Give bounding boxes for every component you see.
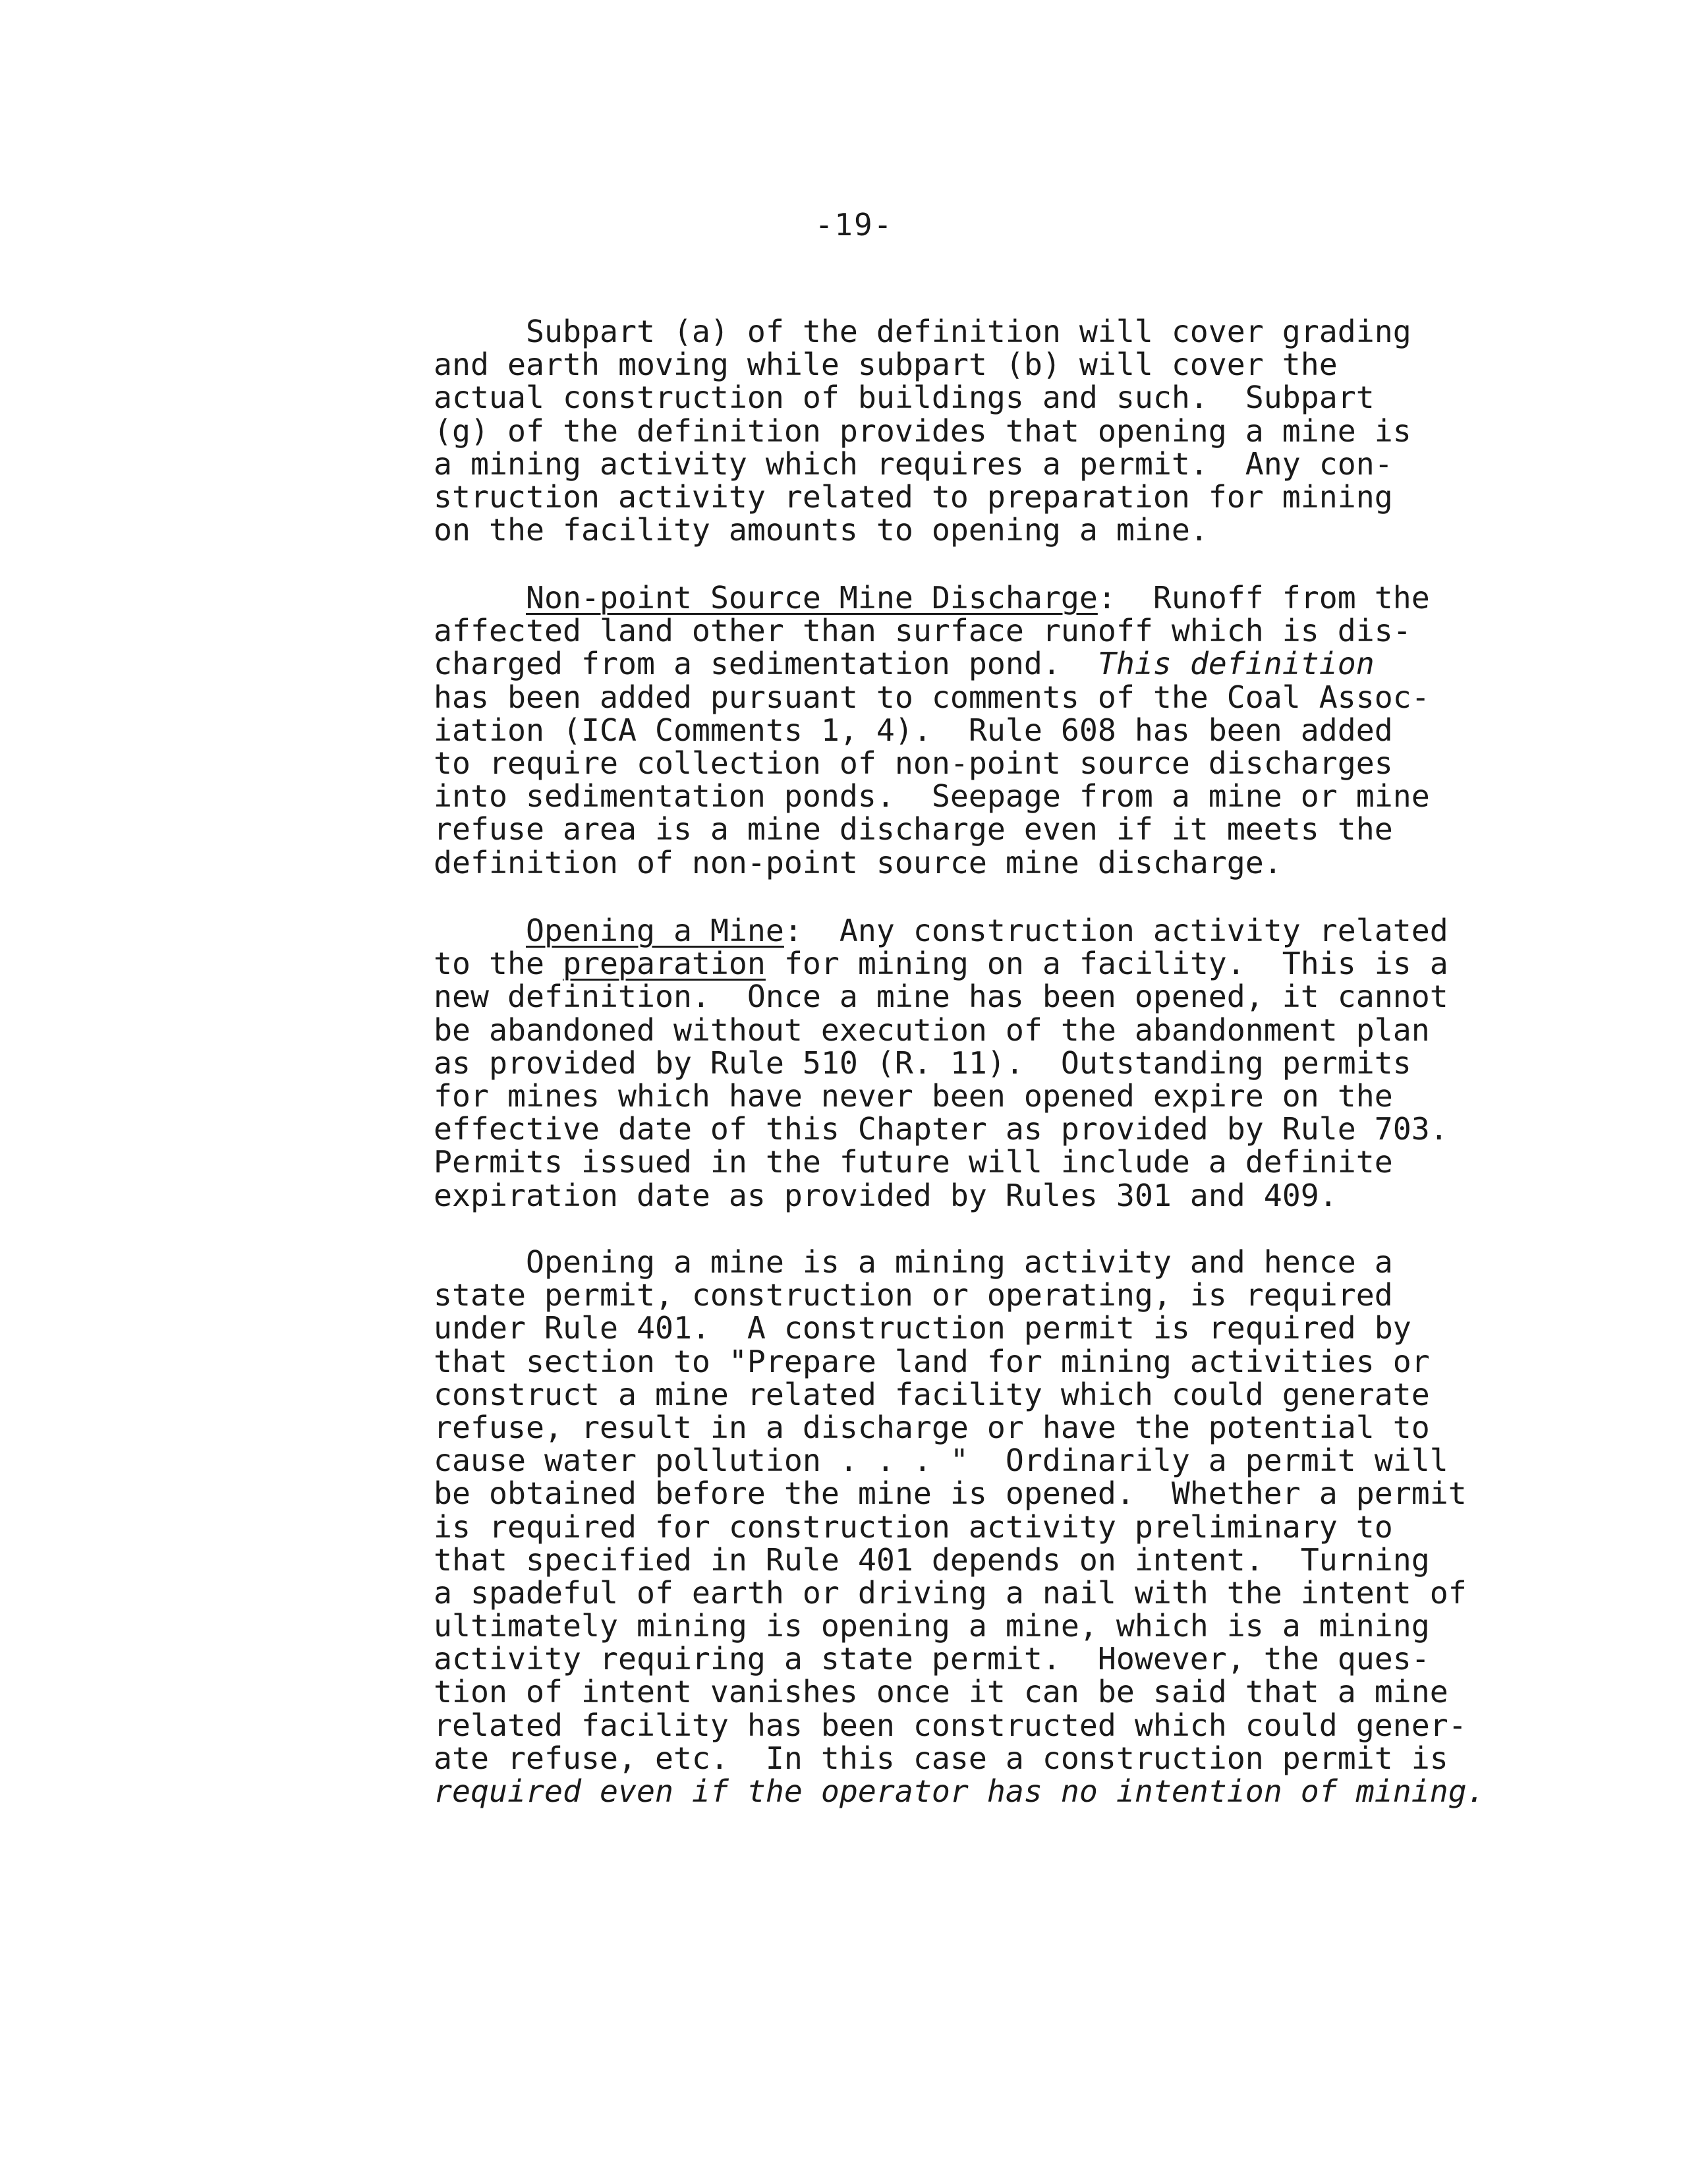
text-line <box>434 914 1587 947</box>
text-line: and earth moving while subpart (b) will cover the <box>434 347 1338 383</box>
paragraph-opening-permit <box>434 1246 1587 1808</box>
italic-text-line: required even if the operator has no intention of mining. <box>434 1773 1485 1809</box>
text-line <box>434 581 1587 614</box>
defined-term: Opening a Mine <box>525 913 784 948</box>
text-line: into sedimentation ponds. Seepage from a mine or mine <box>434 778 1430 815</box>
text-line: actual construction of buildings and such. Subpart <box>434 380 1375 416</box>
text-line: definition of non-point source mine discharge. <box>434 844 1282 880</box>
text-line: ultimately mining is opening a mine, which is a mining <box>434 1608 1430 1644</box>
text-line: be abandoned without execution of the abandonment plan <box>434 1012 1430 1048</box>
paragraph-opening-a-mine <box>434 914 1587 1212</box>
text-line: ate refuse, etc. In this case a construction permit is <box>434 1740 1448 1776</box>
text-line: cause water pollution . . . " Ordinarily a permit will <box>434 1443 1448 1479</box>
text-line: iation (ICA Comments 1, 4). Rule 608 has been added <box>434 712 1393 748</box>
paragraph-subpart <box>434 315 1587 546</box>
definition-text: charged from a sedimentation pond. <box>434 646 1098 682</box>
text-line: a mining activity which requires a permit. Any con- <box>434 445 1393 482</box>
text-line: related facility has been constructed which could gener- <box>434 1707 1467 1743</box>
text-line: new definition. Once a mine has been opened, it cannot <box>434 979 1448 1015</box>
text-line: effective date of this Chapter as provided by Rule 703. <box>434 1111 1448 1147</box>
definition-text: : Any construction activity related <box>783 913 1448 948</box>
text-line: is required for construction activity preliminary to <box>434 1509 1393 1545</box>
italic-text: This definition <box>1097 646 1375 682</box>
text-line: construct a mine related facility which could generate <box>434 1376 1430 1412</box>
text-line: activity requiring a state permit. However, the ques- <box>434 1641 1430 1677</box>
text-line: to require collection of non-point source discharges <box>434 745 1393 781</box>
text-line: refuse area is a mine discharge even if it meets the <box>434 811 1393 848</box>
text-line: refuse, result in a discharge or have the potential to <box>434 1409 1430 1445</box>
text-line: be obtained before the mine is opened. Whether a permit <box>434 1476 1467 1512</box>
text-line: affected land other than surface runoff which is dis- <box>434 613 1411 649</box>
text-line: struction activity related to preparation for mining <box>434 478 1393 515</box>
text-line: for mines which have never been opened expire on the <box>434 1078 1393 1114</box>
underlined-text: preparation <box>562 946 766 982</box>
defined-term: Non-point Source Mine Discharge <box>525 580 1098 616</box>
text-line: (g) of the definition provides that opening a mine is <box>434 413 1411 449</box>
text-line: expiration date as provided by Rules 301 and 409. <box>434 1177 1338 1213</box>
definition-text: : Runoff from the <box>1097 580 1430 616</box>
text-line: as provided by Rule 510 (R. 11). Outstanding permits <box>434 1045 1411 1081</box>
text-line: has been added pursuant to comments of the Coal Assoc- <box>434 679 1430 715</box>
definition-text: for mining on a facility. This is a <box>765 946 1448 982</box>
text-line <box>434 647 1587 680</box>
text-line: that specified in Rule 401 depends on intent. Turning <box>434 1541 1430 1578</box>
text-line: Opening a mine is a mining activity and hence a <box>434 1244 1393 1280</box>
paragraph-non-point-source <box>434 581 1587 879</box>
text-line: state permit, construction or operating, is required <box>434 1277 1393 1313</box>
text-line: that section to "Prepare land for mining activities or <box>434 1343 1430 1379</box>
text-line: tion of intent vanishes once it can be said that a mine <box>434 1674 1448 1710</box>
page-number: -19- <box>814 207 894 243</box>
text-line <box>434 947 1587 980</box>
text-line: on the facility amounts to opening a mine. <box>434 512 1209 548</box>
text-line: a spadeful of earth or driving a nail with the intent of <box>434 1574 1467 1611</box>
text-line: under Rule 401. A construction permit is required by <box>434 1310 1411 1346</box>
text-line: Permits issued in the future will include a definite <box>434 1144 1393 1180</box>
text-line: Subpart (a) of the definition will cover grading <box>434 314 1411 349</box>
definition-text: to the <box>434 946 563 982</box>
